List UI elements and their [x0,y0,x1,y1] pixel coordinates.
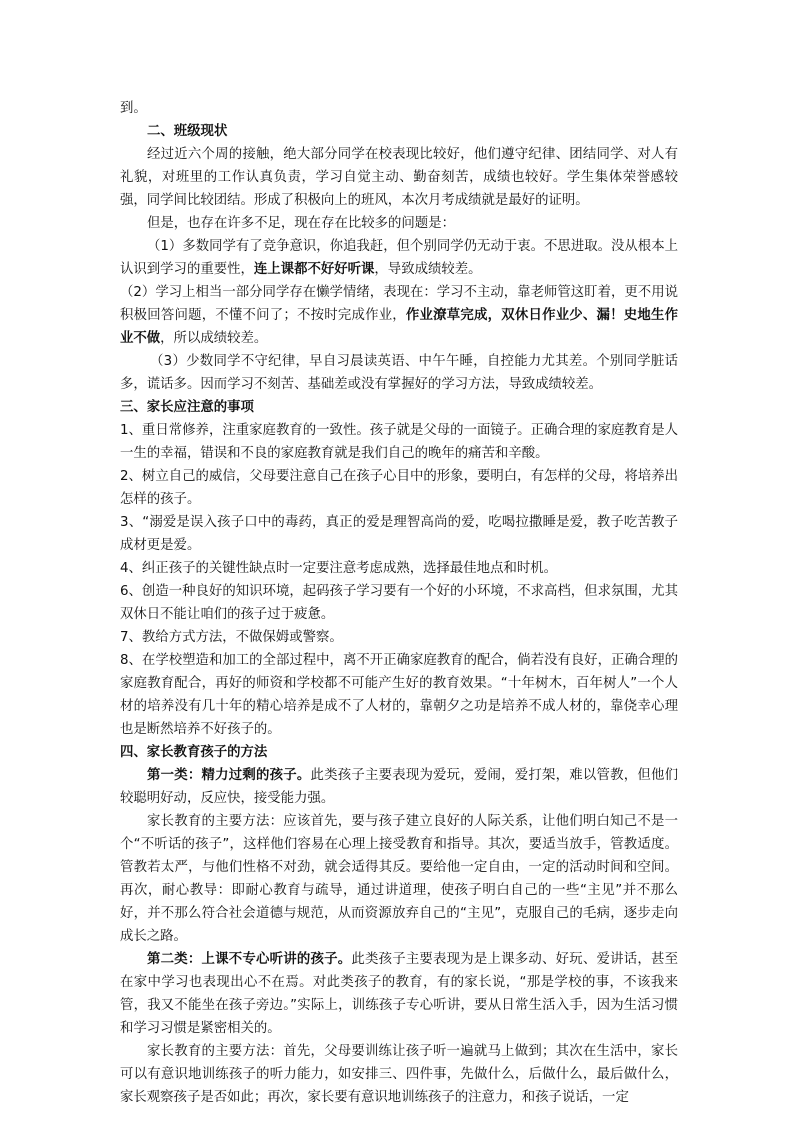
paragraph-problem-2 [120,281,678,350]
document-page [120,97,678,1109]
section-heading-class-status: 二、班级现状 [147,124,228,139]
type-2-title: 第二类：上课不专心听讲的孩子。 [147,952,352,967]
type-1-title: 第一类：精力过剩的孩子。 [147,768,311,783]
problem-2-emphasis: 作业潦草完成，双休日作业少、漏！史地生作业不做 [120,308,679,346]
paragraph-type-1-methods: 家长教育的主要方法：应该首先，要与孩子建立良好的人际关系，让他们明白知己不是一个“不听话的孩子”，这样他们容易在心理上接受教育和指导。其次，要适当放手，管教适度。管教若太严，与他们性格不对劲，就会适得其反。要给他一定自由，一定的活动时间和空间。再次，耐心教导：即耐心教育与疏导，通过讲道理，使孩子明白自己的一些“主见”并不那么好，并不那么符合社会道德与规范，从而资源放弃自己的“主见”，克服自己的毛病，逐步走向成长之路。 [120,814,678,944]
problem-2-end: ，所以成绩较差。 [160,331,268,346]
list-item-note-3: 3、“溺爱是误入孩子口中的毒药，真正的爱是理智高尚的爱，吃喝拉撒睡是爱，教子吃苦教子成材更是爱。 [120,515,678,553]
type-1-description: 此类孩子主要表现为爱玩，爱闹，爱打架，难以管教，但他们较聪明好动，反应快，接受能力强。 [120,768,679,806]
list-item-note-7: 7、教给方式方法，不做保姆或警察。 [120,630,343,645]
problem-1-emphasis: 连上课都不好好听课 [253,262,375,277]
list-item-note-8: 8、在学校塑造和加工的全部过程中，离不开正确家庭教育的配合，倘若没有良好，正确合理的家庭教育配合，再好的师资和学校都不可能产生好的教育效果。“十年树木，百年树人”一个人材的培养没有几十年的精心培养是成不了人材的，靠朝夕之功是培养不成人材的，靠侥幸心理也是断然培养不好孩子的。 [120,653,678,737]
paragraph-problem-3: （3）少数同学不守纪律，早自习晨读英语、中午午睡，自控能力尤其差。个别同学脏话多，谎话多。因而学习不刻苦、基础差或没有掌握好的学习方法，导致成绩较差。 [120,354,678,392]
type-2-description: 此类孩子主要表现为是上课多动、好玩、爱讲话，甚至在家中学习也表现出心不在焉。对此类孩子的教育，有的家长说，“那是学校的事，不该我来管，我又不能坐在孩子旁边。”实际上，训练孩子专心听讲，要从日常生活入手，因为生活习惯和学习习惯是紧密相关的。 [120,952,679,1036]
paragraph-problems-intro: 但是，也存在许多不足，现在存在比较多的问题是： [147,216,455,231]
list-item-note-2: 2、树立自己的威信，父母要注意自己在孩子心目中的形象，要明白，有怎样的父母，将培养出怎样的孩子。 [120,469,678,507]
paragraph-type-2 [120,948,678,1040]
problem-1-text: （1）多数同学有了竞争意识，你追我赶，但个别同学仍无动于衷。不思进取。没从根本上认识到学习的重要性， [120,239,678,277]
list-item-note-1: 1、重日常修养，注重家庭教育的一致性。孩子就是父母的一面镜子。正确合理的家庭教育是人一生的幸福，错误和不良的家庭教育就是我们自己的晚年的痛苦和辛酸。 [120,423,678,461]
section-heading-parent-notes: 三、家长应注意的事项 [120,400,254,415]
section-heading-methods: 四、家长教育孩子的方法 [120,745,268,760]
list-item-note-6: 6、创造一种良好的知识环境，起码孩子学习要有一个好的小环境，不求高档，但求氛围，尤其双休日不能让咱们的孩子过于疲惫。 [120,584,678,622]
paragraph-class-overview: 经过近六个周的接触，绝大部分同学在校表现比较好，他们遵守纪律、团结同学、对人有礼貌，对班里的工作认真负责，学习自觉主动、勤奋刻苦，成绩也较好。学生集体荣誉感较强，同学间比较团结。形成了积极向上的班风，本次月考成绩就是最好的证明。 [120,147,678,208]
paragraph-type-2-methods: 家长教育的主要方法：首先，父母要训练让孩子听一遍就马上做到；其次在生活中，家长可以有意识地训练孩子的听力能力，如安排三、四件事，先做什么，后做什么，最后做什么，家长观察孩子是否如此；再次，家长要有意识地训练孩子的注意力，和孩子说话，一定 [120,1044,678,1105]
paragraph-type-1 [120,764,678,810]
list-item-note-4: 4、纠正孩子的关键性缺点时一定要注意考虑成熟，选择最佳地点和时机。 [120,561,558,576]
paragraph-problem-1 [120,235,678,281]
paragraph-continuation: 到。 [120,101,147,116]
problem-2-text: （2）学习上相当一部分同学存在懒学情绪，表现在：学习不主动，靠老师管这盯着，更不用说积极回答问题，不懂不问了；不按时完成作业， [120,285,678,323]
problem-1-end: ，导致成绩较差。 [374,262,482,277]
